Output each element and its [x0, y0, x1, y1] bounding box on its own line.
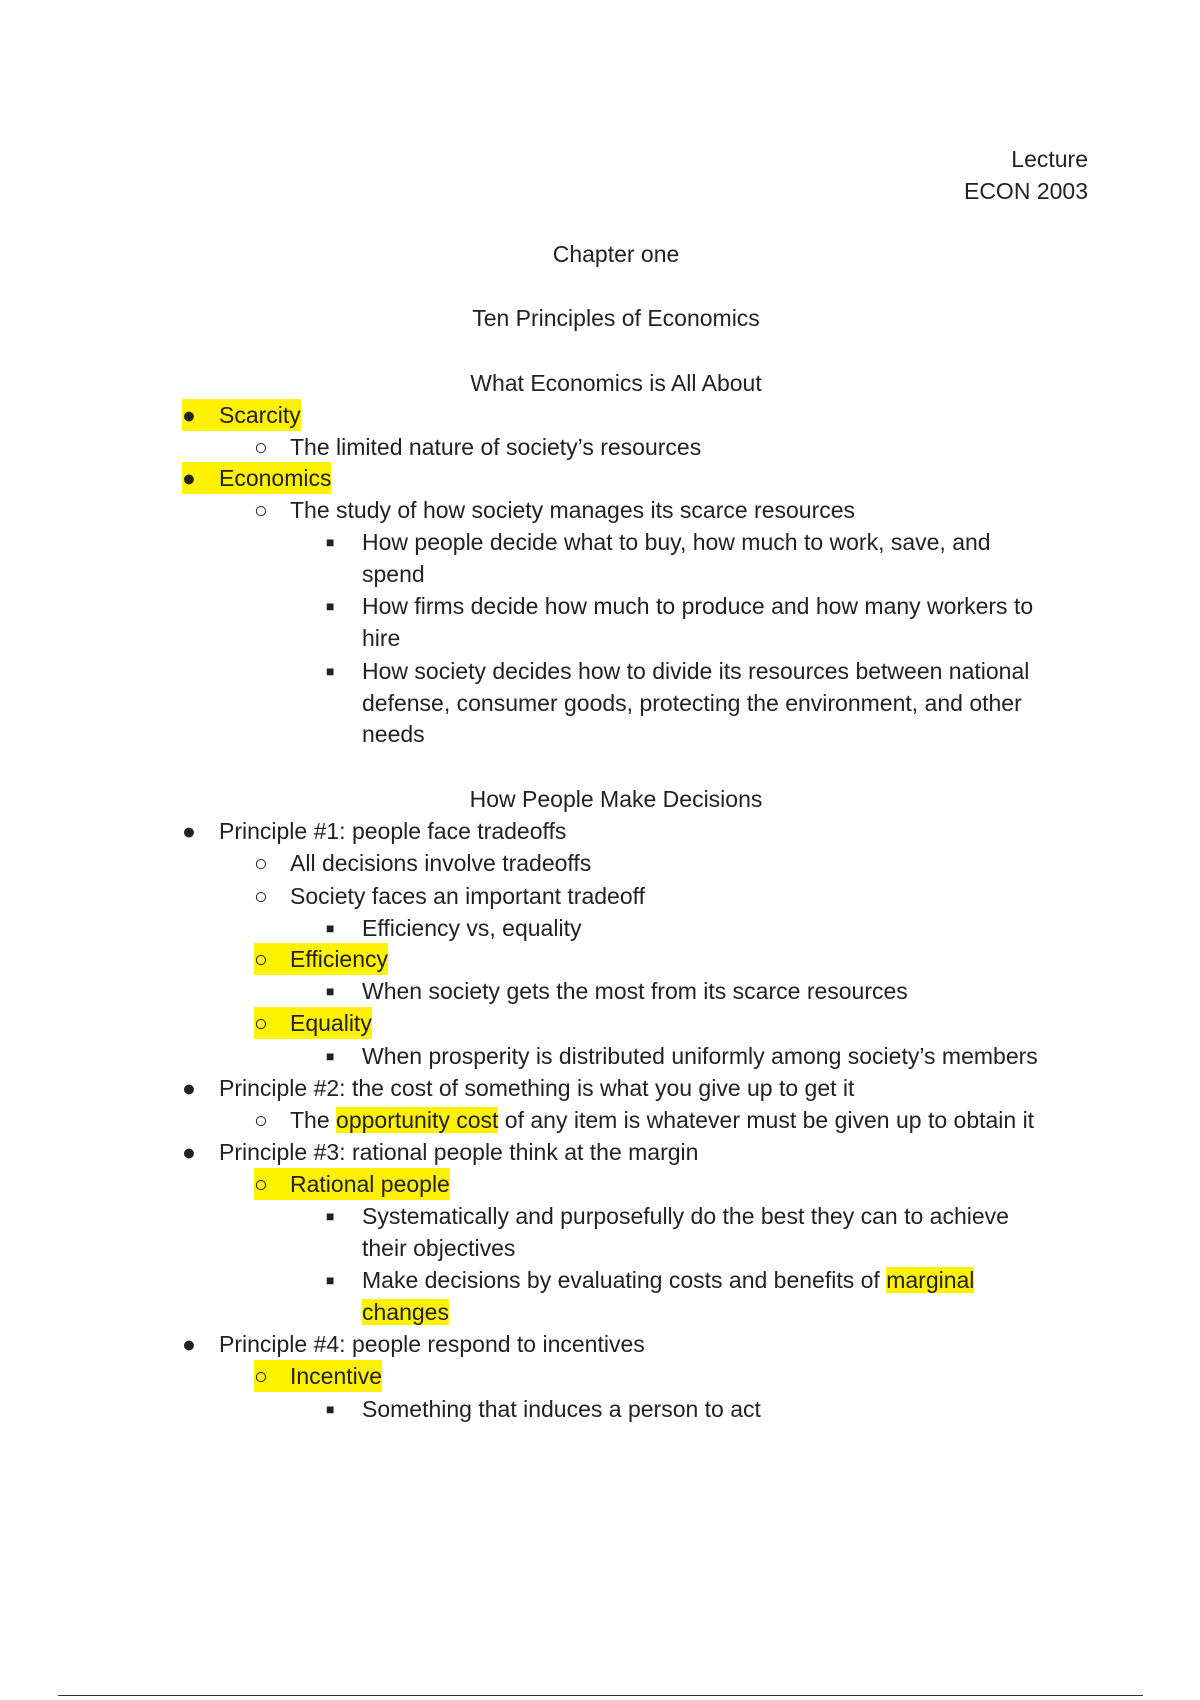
list-item — [254, 1168, 450, 1200]
list-item: ■ When prosperity is distributed uniformly among society’s members — [326, 1040, 1038, 1072]
section-heading-decisions: How People Make Decisions — [469, 786, 763, 812]
circle-bullet-icon: ○ — [254, 1363, 268, 1389]
term-rational-people: Rational people — [290, 1171, 450, 1197]
square-bullet-icon: ■ — [326, 598, 335, 614]
list-item: ■ How society decides how to divide its resources between national — [326, 655, 1029, 687]
list-item — [254, 1360, 382, 1392]
term-changes: changes — [362, 1299, 449, 1325]
list-item: ■ How firms decide how much to produce and how many workers to — [326, 590, 1033, 622]
term-incentive: Incentive — [290, 1363, 383, 1389]
list-item: ● Principle #1: people face tradeoffs — [182, 815, 566, 847]
section-heading-economics: What Economics is All About — [470, 370, 762, 396]
list-item: ■ Make decisions by evaluating costs and benefits of marginal — [326, 1264, 974, 1296]
list-item: ○ The study of how society manages its scarce resources — [254, 494, 855, 526]
square-bullet-icon: ■ — [326, 920, 335, 936]
circle-bullet-icon: ○ — [254, 1171, 268, 1197]
term-equality: Equality — [290, 1010, 372, 1036]
list-item: ■ Systematically and purposefully do the best they can to achieve — [326, 1200, 1009, 1232]
list-item-continuation: defense, consumer goods, protecting the environment, and other — [362, 690, 1022, 716]
list-item-continuation: needs — [362, 721, 425, 747]
term-efficiency: Efficiency — [290, 946, 389, 972]
list-item: ■ When society gets the most from its scarce resources — [326, 975, 908, 1007]
circle-bullet-icon: ○ — [254, 497, 268, 523]
circle-bullet-icon: ○ — [254, 883, 268, 909]
list-item-continuation: hire — [362, 625, 401, 651]
list-item — [182, 462, 331, 494]
circle-bullet-icon: ○ — [254, 1010, 268, 1036]
list-item: ○ All decisions involve tradeoffs — [254, 847, 591, 879]
term-marginal: marginal — [886, 1267, 975, 1293]
header-course: ECON 2003 — [963, 178, 1088, 204]
list-item: ● Principle #4: people respond to incentives — [182, 1328, 645, 1360]
square-bullet-icon: ■ — [326, 1401, 335, 1417]
square-bullet-icon: ■ — [326, 1048, 335, 1064]
circle-bullet-icon: ○ — [254, 1107, 268, 1133]
list-item — [254, 1007, 372, 1039]
bullet-icon: ● — [182, 1331, 196, 1357]
bullet-icon: ● — [182, 402, 196, 428]
circle-bullet-icon: ○ — [254, 434, 268, 460]
bullet-icon: ● — [182, 465, 196, 491]
header-lecture: Lecture — [1011, 146, 1088, 172]
bullet-icon: ● — [182, 1075, 196, 1101]
list-item-continuation — [362, 1296, 449, 1328]
square-bullet-icon: ■ — [326, 663, 335, 679]
square-bullet-icon: ■ — [326, 1208, 335, 1224]
list-item: ● Principle #3: rational people think at the margin — [182, 1136, 698, 1168]
footer-divider — [58, 1695, 1143, 1696]
document-title: Ten Principles of Economics — [472, 305, 760, 331]
square-bullet-icon: ■ — [326, 534, 335, 550]
term-opportunity-cost: opportunity cost — [336, 1107, 499, 1133]
list-item-continuation: their objectives — [362, 1235, 516, 1261]
list-item: ■ How people decide what to buy, how much to work, save, and — [326, 526, 991, 558]
term-scarcity: Scarcity — [219, 402, 301, 428]
term-economics: Economics — [219, 465, 332, 491]
bullet-icon: ● — [182, 818, 196, 844]
list-item — [254, 943, 388, 975]
list-item: ○ Society faces an important tradeoff — [254, 880, 645, 912]
circle-bullet-icon: ○ — [254, 850, 268, 876]
list-item: ● Principle #2: the cost of something is what you give up to get it — [182, 1072, 854, 1104]
square-bullet-icon: ■ — [326, 1272, 335, 1288]
square-bullet-icon: ■ — [326, 983, 335, 999]
list-item-continuation: spend — [362, 561, 425, 587]
chapter-label: Chapter one — [552, 241, 680, 267]
list-item: ○ The opportunity cost of any item is whatever must be given up to obtain it — [254, 1104, 1034, 1136]
list-item — [182, 399, 301, 431]
bullet-icon: ● — [182, 1139, 196, 1165]
list-item: ■ Efficiency vs, equality — [326, 912, 581, 944]
circle-bullet-icon: ○ — [254, 946, 268, 972]
list-item: ■ Something that induces a person to act — [326, 1393, 761, 1425]
list-item: ○ The limited nature of society’s resources — [254, 431, 701, 463]
